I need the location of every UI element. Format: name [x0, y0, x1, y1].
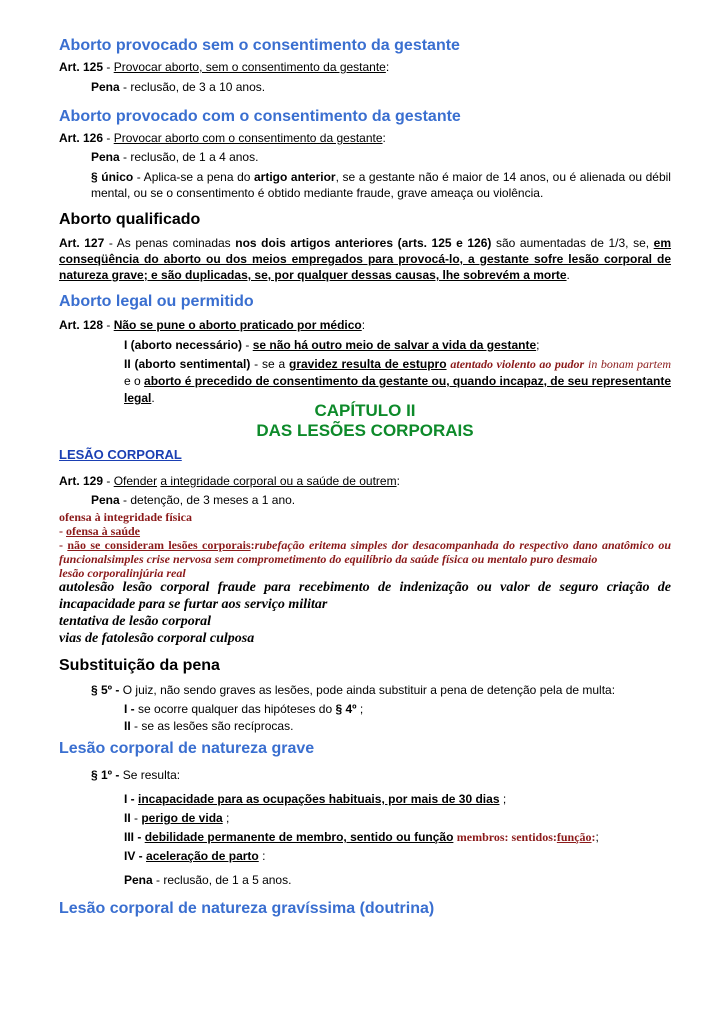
lesao-corporal-heading[interactable]: LESÃO CORPORAL	[59, 447, 182, 462]
note-line-4: lesão corporalinjúria real	[59, 566, 186, 580]
section-title-art126: Aborto provocado com o consentimento da gestante	[59, 108, 461, 125]
art126-paragrafo-unico: § único - Aplica-se a pena do artigo anterior, se a gestante não é maior de 14 anos, ou é alienada ou débil mental, ou se o consentimento é obtido mediante fraude, grave ameaça ou violência.	[91, 170, 671, 200]
art128-ii-link-2[interactable]: aborto é precedido de consentimento da gestante ou, quando incapaz, de seu representante legal	[124, 374, 671, 405]
section-title-lesao-grave: Lesão corporal de natureza grave	[59, 740, 315, 757]
art126-pena: Pena - reclusão, de 1 a 4 anos.	[91, 150, 259, 164]
par5-inciso-ii: II - se as lesões são recíprocas.	[124, 719, 294, 733]
art125-link[interactable]: Provocar aborto, sem o consentimento da gestante	[113, 60, 386, 74]
par5-inciso-i: I - se ocorre qualquer das hipóteses do § 4º ;	[124, 702, 364, 716]
art129-pena: Pena - detenção, de 3 meses a 1 ano.	[91, 493, 296, 507]
art125-pena: Pena - reclusão, de 3 a 10 anos.	[91, 80, 266, 94]
doctrine-note: atentado violento ao pudor	[450, 357, 585, 371]
note-bold-2: tentativa de lesão corporal	[59, 614, 212, 629]
par1-line: § 1º - Se resulta:	[91, 768, 181, 782]
inciso-ii-link[interactable]: perigo de vida	[141, 811, 223, 825]
doctrine-note: in bonam partem	[588, 357, 671, 371]
lesao-grave-pena: Pena - reclusão, de 1 a 5 anos.	[124, 873, 292, 887]
funcao-link[interactable]: função	[556, 830, 592, 844]
art127-text: Art. 127 - As penas cominadas nos dois artigos anteriores (arts. 125 e 126) são aumentadas de 1/3, se, em conseqüência do aborto ou dos meios empregados para provocá-lo, a gestante sofre lesão corporal de natureza grave; e são duplicadas, se, por qualquer dessas causas, lhe sobrevém a morte.	[59, 236, 671, 282]
note-link-nao-consideram[interactable]: não se consideram lesões corporais	[67, 538, 251, 552]
par1-inciso-ii: II - perigo de vida ;	[124, 811, 230, 825]
art126-line: Art. 126 - Provocar aborto com o consentimento da gestante:	[59, 131, 386, 145]
note-link-saude[interactable]: ofensa à saúde	[66, 524, 141, 538]
par1-inciso-iv: IV - aceleração de parto :	[124, 849, 266, 863]
par1-inciso-iii: III - debilidade permanente de membro, sentido ou função membros: sentidos:função:;	[124, 830, 599, 844]
inciso-i-link[interactable]: incapacidade para as ocupações habituais, por mais de 30 dias	[138, 792, 500, 806]
art128-i-link[interactable]: se não há outro meio de salvar a vida da gestante	[252, 338, 537, 352]
art129-link-ofender[interactable]: Ofender	[113, 474, 158, 488]
art129-link-integridade[interactable]: a integridade corporal ou a saúde de outrem	[160, 474, 397, 488]
art125-line: Art. 125 - Provocar aborto, sem o consentimento da gestante:	[59, 60, 390, 74]
par4-reference: § 4º	[335, 702, 357, 716]
section-title-lesao-gravissima: Lesão corporal de natureza gravíssima (doutrina)	[59, 900, 435, 917]
art129-line: Art. 129 - Ofender a integridade corporal ou a saúde de outrem:	[59, 474, 400, 488]
art128-inciso-i: I (aborto necessário) - se não há outro meio de salvar a vida da gestante;	[124, 338, 540, 352]
section-title-art128: Aborto legal ou permitido	[59, 293, 254, 310]
art127-link[interactable]: em conseqüência do aborto ou dos meios empregados para provocá-lo, a gestante sofre lesão corporal de natureza grave; e são duplicadas, se, por qualquer dessas causas, lhe sobrevém a morte	[59, 236, 671, 282]
art128-ii-link[interactable]: gravidez resulta de estupro	[289, 357, 447, 371]
section-title-substituicao: Substituição da pena	[59, 657, 220, 674]
note-line-2: - ofensa à saúde	[59, 524, 141, 538]
chapter-number: CAPÍTULO II	[314, 401, 416, 420]
chapter-title: DAS LESÕES CORPORAIS	[256, 421, 474, 440]
note-line-3: - não se consideram lesões corporais:rubefação eritema simples dor desacompanhada do respectivo dano anatômico ou funcionalsimples crise nervosa sem comprometimento do equilíbrio da saúde física ou mentalo puro desmaio	[59, 538, 672, 566]
inciso-iv-link[interactable]: aceleração de parto	[146, 849, 259, 863]
art128-inciso-ii: II (aborto sentimental) - se a gravidez resulta de estupro atentado violento ao pudor in bonam partem e o aborto é precedido de consentimento da gestante ou, quando incapaz, de seu representante legal.	[124, 357, 671, 405]
art126-link[interactable]: Provocar aborto com o consentimento da gestante	[113, 131, 383, 145]
art128-line: Art. 128 - Não se pune o aborto praticado por médico:	[59, 318, 366, 332]
inciso-iii-link[interactable]: debilidade permanente de membro, sentido ou função	[144, 830, 454, 844]
section-title-art127: Aborto qualificado	[59, 211, 201, 228]
section-title-art125: Aborto provocado sem o consentimento da gestante	[59, 37, 460, 54]
note-bold-3: vias de fatolesão corporal culposa	[59, 631, 255, 646]
art128-link[interactable]: Não se pune o aborto praticado por médico	[113, 318, 362, 332]
note-bold-1: autolesão lesão corporal fraude para recebimento de indenização ou valor de seguro criação de incapacidade para se furtar aos serviço militar	[59, 580, 671, 612]
art-number: Art. 125	[59, 60, 104, 74]
par1-inciso-i: I - incapacidade para as ocupações habituais, por mais de 30 dias ;	[124, 792, 507, 806]
par5-line: § 5º - O juiz, não sendo graves as lesões, pode ainda substituir a pena de detenção pela de multa:	[91, 683, 616, 697]
note-line-1: ofensa à integridade física	[59, 510, 192, 524]
